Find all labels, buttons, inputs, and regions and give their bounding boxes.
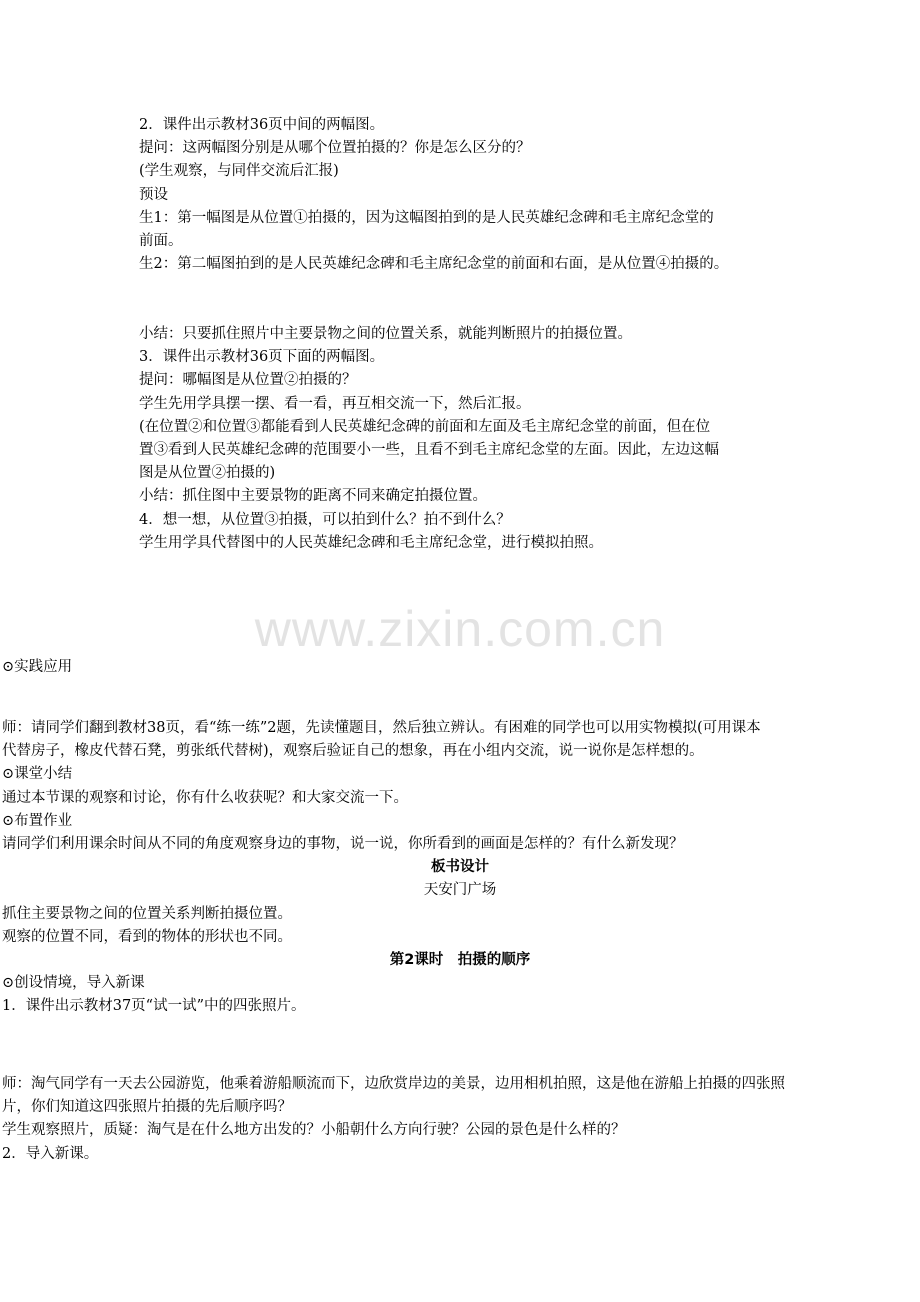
text-line: (在位置②和位置③都能看到人民英雄纪念碑的前面和左面及毛主席纪念堂的前面，但在位 — [139, 418, 711, 435]
summary-text: 通过本节课的观察和讨论，你有什么收获呢？和大家交流一下。 — [2, 789, 408, 806]
watermark: www.zixin.com.cn — [254, 601, 666, 657]
text-line: 学生先用学具摆一摆、看一看，再互相交流一下，然后汇报。 — [139, 395, 531, 412]
main-content — [2, 717, 918, 1019]
board-line: 观察的位置不同，看到的物体的形状也不同。 — [2, 928, 292, 945]
paragraph-line: 代替房子，橡皮代替石凳，剪张纸代替树)，观察后验证自己的想象，再在小组内交流，说一说你是怎样想的。 — [2, 743, 704, 760]
section-b — [139, 323, 789, 555]
section-heading: ⊙课堂小结 — [2, 766, 73, 783]
section-a — [139, 114, 789, 276]
practice-section — [2, 656, 918, 679]
lesson-title: 第2课时 拍摄的顺序 — [389, 952, 531, 969]
paragraph-line: 片，你们知道这四张照片拍摄的先后顺序吗？ — [2, 1099, 292, 1116]
text-line: 4．想一想，从位置③拍摄，可以拍到什么？拍不到什么？ — [139, 511, 511, 528]
section-heading: ⊙创设情境，导入新课 — [2, 975, 145, 992]
text-line: 2．课件出示教材36页中间的两幅图。 — [139, 117, 385, 133]
paragraph-line: 师：淘气同学有一天去公园游览，他乘着游船顺流而下，边欣赏岸边的美景，边用相机拍照，这是他在游船上拍摄的四张照 — [2, 1076, 785, 1092]
text-line: 学生观察照片，质疑：淘气是在什么地方出发的？小船朝什么方向行驶？公园的景色是什么样的？ — [2, 1122, 626, 1139]
homework-text: 请同学们利用课余时间从不同的角度观察身边的事物，说一说，你所看到的画面是怎样的？有什么新发现？ — [2, 836, 684, 853]
text-line: (学生观察，与同伴交流后汇报) — [139, 163, 339, 180]
text-line: 小结：只要抓住照片中主要景物之间的位置关系，就能判断照片的拍摄位置。 — [139, 326, 632, 342]
text-line: 前面。 — [139, 233, 183, 250]
board-subtitle: 天安门广场 — [423, 882, 497, 899]
text-line: 图是从位置②拍摄的) — [139, 465, 276, 482]
paragraph-line: 师：请同学们翻到教材38页，看“练一练”2题，先读懂题目，然后独立辨认。有困难的同学也可以用实物模拟(可用课本 — [2, 720, 761, 736]
board-line: 抓住主要景物之间的位置关系判断拍摄位置。 — [2, 905, 292, 922]
text-line: 生2：第二幅图拍到的是人民英雄纪念碑和毛主席纪念堂的前面和右面，是从位置④拍摄的。 — [139, 256, 729, 273]
text-line: 1．课件出示教材37页“试一试”中的四张照片。 — [2, 998, 306, 1015]
text-line: 2．导入新课。 — [2, 1145, 99, 1162]
text-line: 小结：抓住图中主要景物的距离不同来确定拍摄位置。 — [139, 488, 487, 505]
board-title: 板书设计 — [431, 859, 489, 876]
text-line: 3．课件出示教材36页下面的两幅图。 — [139, 349, 385, 366]
text-line: 置③看到人民英雄纪念碑的范围要小一些，且看不到毛主席纪念堂的左面。因此，左边这幅 — [139, 442, 719, 459]
text-line: 学生用学具代替图中的人民英雄纪念碑和毛主席纪念堂，进行模拟拍照。 — [139, 534, 603, 551]
text-line: 提问：这两幅图分别是从哪个位置拍摄的？你是怎么区分的？ — [139, 140, 531, 157]
text-line: 提问：哪幅图是从位置②拍摄的？ — [139, 372, 357, 389]
section-heading: ⊙实践应用 — [2, 659, 73, 675]
lesson2-content — [2, 1073, 918, 1166]
text-line: 生1：第一幅图是从位置①拍摄的，因为这幅图拍到的是人民英雄纪念碑和毛主席纪念堂的 — [139, 209, 714, 226]
text-line: 预设 — [139, 186, 168, 203]
section-heading: ⊙布置作业 — [2, 812, 73, 829]
